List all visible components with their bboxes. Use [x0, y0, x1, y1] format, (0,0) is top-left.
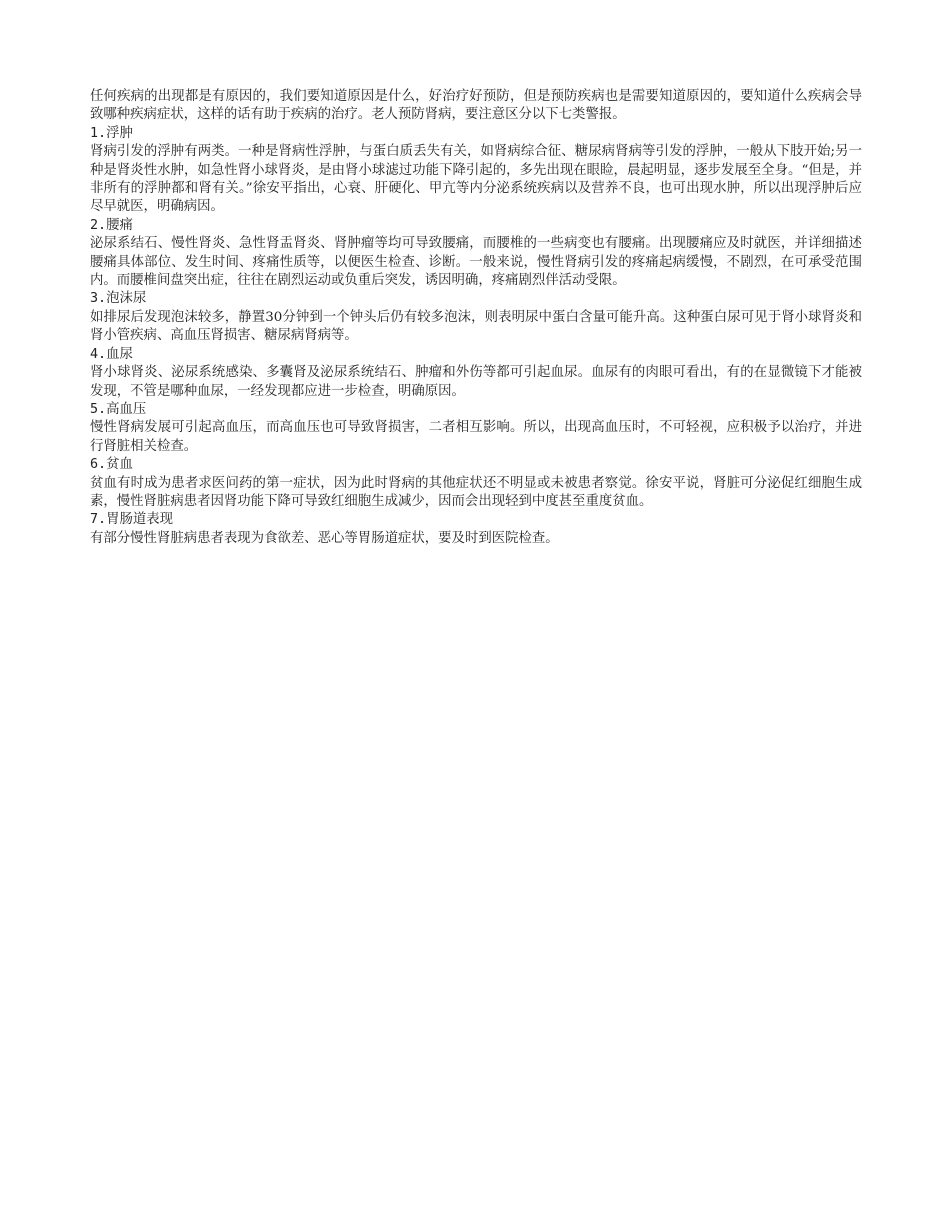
section-heading-4	[90, 346, 862, 364]
section-body-4: 肾小球肾炎、泌尿系统感染、多囊肾及泌尿系统结石、肿瘤和外伤等都可引起血尿。血尿有的肉眼可看出，有的在显微镜下才能被发现，不管是哪种血尿，一经发现都应进一步检查，明确原因。	[90, 365, 862, 399]
section-number: 7.	[90, 512, 107, 528]
section-number: 4.	[90, 346, 107, 362]
section-title: 腰痛	[106, 217, 133, 233]
section-body-2: 泌尿系结石、慢性肾炎、急性肾盂肾炎、肾肿瘤等均可导致腰痛，而腰椎的一些病变也有腰痛。出现腰痛应及时就医，并详细描述腰痛具体部位、发生时间、疼痛性质等，以便医生检查、诊断。一般来说，慢性肾病引发的疼痛起病缓慢，不剧烈，在可承受范围内。而腰椎间盘突出症，往往在剧烈运动或负重后突发，诱因明确，疼痛剧烈伴活动受限。	[90, 236, 862, 289]
section-title: 胃肠道表现	[106, 512, 174, 528]
section-body-6: 贫血有时成为患者求医问药的第一症状，因为此时肾病的其他症状还不明显或未被患者察觉。徐安平说，肾脏可分泌促红细胞生成素，慢性肾脏病患者因肾功能下降可导致红细胞生成减少，因而会出现轻到中度甚至重度贫血。	[90, 475, 862, 509]
section-body-7: 有部分慢性肾脏病患者表现为食欲差、恶心等胃肠道症状，要及时到医院检查。	[90, 530, 559, 546]
article	[90, 88, 862, 548]
section-title: 泡沫尿	[106, 291, 147, 307]
section-heading-6	[90, 456, 862, 474]
section-number: 1.	[90, 125, 107, 141]
section-title: 高血压	[106, 401, 147, 417]
section-heading-7	[90, 511, 862, 529]
section-heading-2	[90, 217, 862, 235]
intro-paragraph: 任何疾病的出现都是有原因的，我们要知道原因是什么，好治疗好预防，但是预防疾病也是需要知道原因的，要知道什么疾病会导致哪种疾病症状，这样的话有助于疾病的治疗。老人预防肾病，要注意区分以下七类警报。	[90, 89, 862, 123]
section-body-3: 如排尿后发现泡沫较多，静置30分钟到一个钟头后仍有较多泡沫，则表明尿中蛋白含量可能升高。这种蛋白尿可见于肾小球肾炎和肾小管疾病、高血压肾损害、糖尿病肾病等。	[90, 309, 862, 344]
section-number: 3.	[90, 291, 107, 307]
section-number: 5.	[90, 401, 107, 417]
section-number: 6.	[90, 457, 107, 473]
section-title: 浮肿	[106, 125, 133, 141]
section-number: 2.	[90, 217, 107, 233]
section-title: 血尿	[106, 346, 133, 362]
section-heading-5	[90, 401, 862, 419]
section-heading-1	[90, 125, 862, 143]
section-body-5: 慢性肾病发展可引起高血压，而高血压也可导致肾损害，二者相互影响。所以，出现高血压时，不可轻视，应积极予以治疗，并进行肾脏相关检查。	[90, 420, 862, 454]
section-body-1: 肾病引发的浮肿有两类。一种是肾病性浮肿，与蛋白质丢失有关，如肾病综合征、糖尿病肾病等引发的浮肿，一般从下肢开始;另一种是肾炎性水肿，如急性肾小球肾炎，是由肾小球滤过功能下降引起的，多先出现在眼睑，晨起明显，逐步发展至全身。“但是，并非所有的浮肿都和肾有关。”徐安平指出，心衰、肝硬化、甲亢等内分泌系统疾病以及营养不良，也可出现水肿，所以出现浮肿后应尽早就医，明确病因。	[90, 144, 862, 215]
section-title: 贫血	[106, 457, 133, 473]
section-heading-3	[90, 290, 862, 308]
